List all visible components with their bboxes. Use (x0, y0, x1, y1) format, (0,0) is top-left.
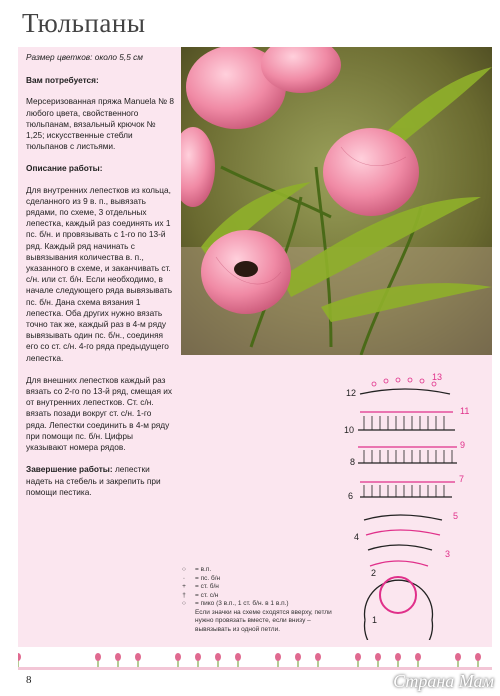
row-number-3: 3 (445, 549, 451, 559)
legend-symbol: ∙ (183, 574, 185, 582)
row-number-5: 5 (453, 511, 459, 521)
row-number-8: 8 (350, 457, 356, 467)
row-number-6: 6 (348, 491, 354, 501)
legend-row (177, 575, 337, 584)
legend-symbol: ○ (182, 600, 186, 607)
work-paragraph-2: Для внешних лепестков каждый раз вязать со 2-го по 13-й ряд, смещая их от внутренних лепестков. Ст. с/н. вязать позади вокруг ст. с/н. 1-го ряда. Лепестки соединить в 4-м ряду при помощи пс. б/н. Цифры указывают номера рядов. (26, 374, 173, 453)
legend-symbol: ○ (182, 566, 186, 573)
size-note: Размер цветков: около 5,5 см (26, 52, 143, 62)
row-number-10: 10 (344, 425, 355, 435)
crochet-chart (330, 370, 490, 640)
row-number-11: 11 (460, 406, 470, 416)
work-paragraph-1: Для внутренних лепестков из кольца, сделанного из 9 в. п., вывязать рядами, по схеме, 3 отдельных лепестка, каждый раз соединять их 1 пс. б/н. и провязывать с 1-го по 13-й ряд. Каждый ряд начинать с вывязывания количества в. п., указанного в схеме, и заканчивать ст. с/н. или ст. б/н. Если необходимо, в начале следующего ряда вывязывать пс. б/н. Дана схема вязания 1 лепестка. Оба других нужно вязать точно так же, каждый раз в 4-м ряду вывязывать один пс. б/н., соединяя его со ст. с/н. 4-го ряда предыдущего лепестка. (26, 184, 173, 363)
needs-heading: Вам потребуется: (26, 75, 99, 86)
site-watermark: Страна Мам (393, 671, 494, 691)
tulip-border (18, 650, 492, 672)
legend-text: = ст. б/н (195, 583, 219, 590)
legend-row (177, 566, 337, 575)
legend-row (177, 583, 337, 592)
instructions-column (26, 52, 174, 509)
tulip-photo (181, 47, 492, 355)
page-number: 8 (26, 674, 32, 686)
border-tulip-icons (95, 653, 481, 667)
needs-text: Мерсеризованная пряжа Manuela № 8 любого цвета, свойственного тюльпанам, вязальный крючок № 1,25; искусственные стебли тюльпанов с листьями. (26, 96, 175, 152)
legend-text: = в.п. (195, 566, 212, 573)
chart-legend (177, 566, 337, 634)
finish-paragraph (26, 464, 174, 498)
legend-row (177, 600, 337, 609)
legend-text: = ст. с/н (195, 591, 219, 599)
legend-text: = пс. б/н (195, 574, 221, 582)
legend-symbol: + (182, 583, 186, 590)
row-number-12: 12 (346, 388, 357, 398)
legend-note: Если значки на схеме сходятся вверху, петли нужно провязать вместе, если внизу – вывязывать из одной петли. (195, 608, 332, 633)
row-number-4: 4 (354, 532, 360, 542)
row-number-1: 1 (372, 615, 378, 625)
row-number-9: 9 (460, 440, 466, 450)
legend-symbol: † (182, 591, 186, 599)
legend-row (177, 592, 337, 601)
legend-text: = пико (3 в.п., 1 ст. б/н. в 1 в.п.) (195, 600, 289, 607)
work-heading: Описание работы: (26, 163, 103, 174)
finish-heading: Завершение работы: (26, 464, 113, 475)
page-title: Тюльпаны (22, 8, 146, 38)
row-number-2: 2 (371, 568, 377, 578)
row-number-7: 7 (459, 474, 465, 484)
row-number-13: 13 (432, 372, 443, 382)
finish-text: лепестки надеть на стебель и закрепить при помощи пестика. (26, 464, 161, 497)
